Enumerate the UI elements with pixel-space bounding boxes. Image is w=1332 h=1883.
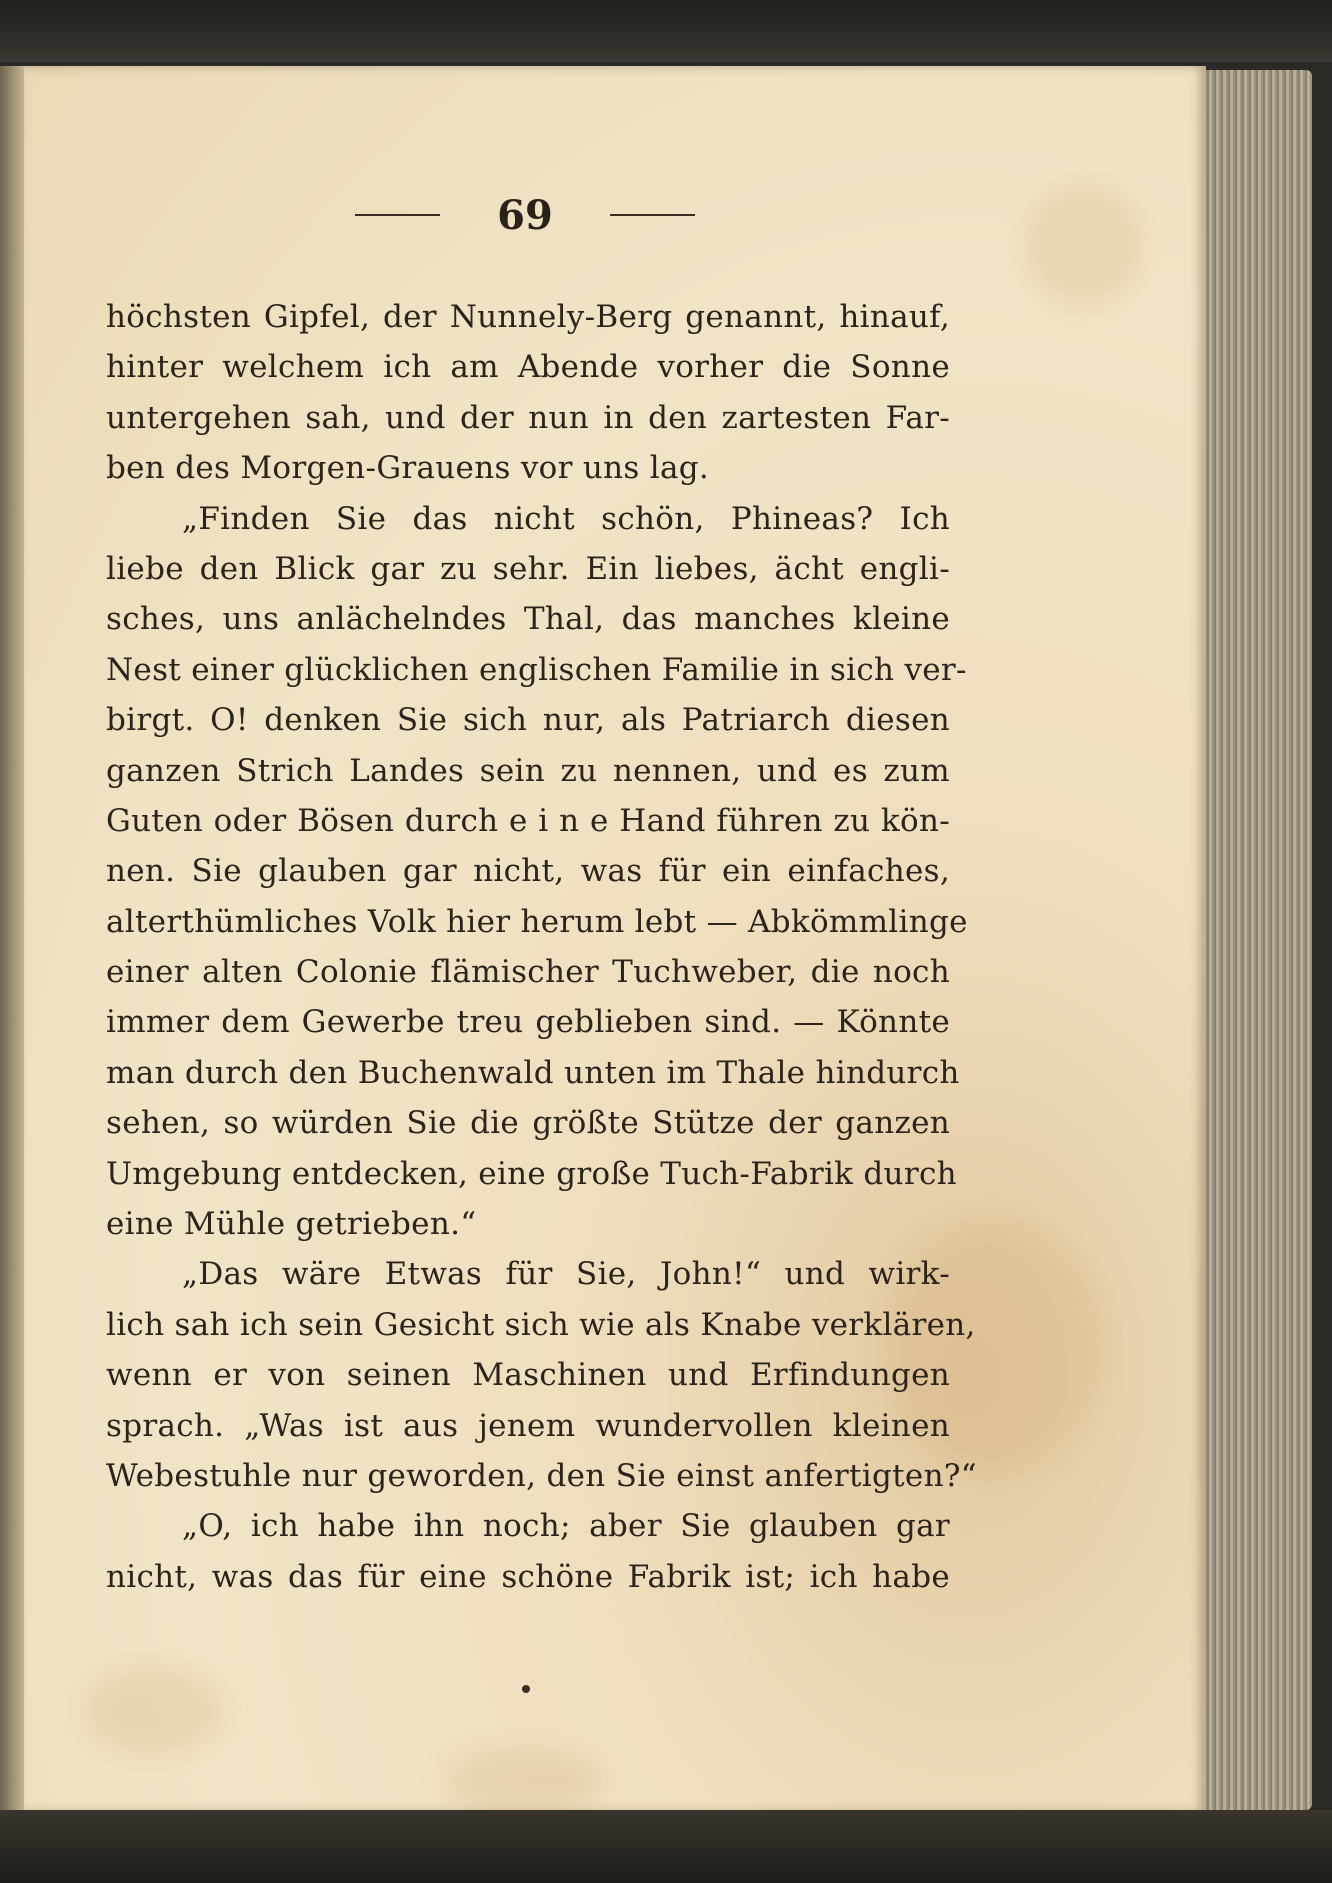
text-line: birgt. O! denken Sie sich nur, als Patriarch diesen: [106, 702, 950, 739]
text-line: untergehen sah, und der nun in den zartesten Far-: [106, 399, 950, 436]
text-line: nen. Sie glauben gar nicht, was für ein einfaches,: [106, 853, 950, 890]
text-line: ben des Morgen-Grauens vor uns lag.: [106, 450, 710, 487]
stain: [444, 1746, 604, 1816]
text-line: sprach. „Was ist aus jenem wundervollen kleinen: [106, 1407, 950, 1444]
text-line: man durch den Buchenwald unten im Thale hindurch: [106, 1054, 960, 1091]
ink-dot: [522, 1685, 530, 1693]
text-line: hinter welchem ich am Abende vorher die Sonne: [106, 349, 950, 386]
text-line: „Finden Sie das nicht schön, Phineas? Ich: [182, 500, 950, 537]
text-line: nicht, was das für eine schöne Fabrik ist; ich habe: [106, 1558, 950, 1595]
text-line: Nest einer glücklichen englischen Familie in sich ver-: [106, 651, 967, 688]
text-line: sches, uns anlächelndes Thal, das manches kleine: [106, 601, 950, 638]
text-line: Guten oder Bösen durch e i n e Hand führen zu kön-: [106, 802, 950, 839]
scan-background-bottom: [0, 1810, 1332, 1883]
page-header: [355, 190, 695, 240]
text-line: ganzen Strich Landes sein zu nennen, und es zum: [106, 752, 950, 789]
text-line: sehen, so würden Sie die größte Stütze der ganzen: [106, 1105, 950, 1142]
binding-edge: [0, 66, 26, 1810]
body-text: [106, 292, 977, 1602]
stain: [84, 1666, 224, 1756]
header-rule-left: [355, 214, 440, 216]
scan-background-top: [0, 0, 1332, 62]
text-line: wenn er von seinen Maschinen und Erfindungen: [106, 1357, 950, 1394]
header-rule-right: [610, 214, 695, 216]
text-line: „Das wäre Etwas für Sie, John!“ und wirk-: [182, 1256, 950, 1293]
text-line: lich sah ich sein Gesicht sich wie als Knabe verklären,: [106, 1306, 976, 1343]
page-edges: [1200, 70, 1312, 1810]
text-line: „O, ich habe ihn noch; aber Sie glauben gar: [182, 1508, 950, 1545]
text-line: eine Mühle getrieben.“: [106, 1206, 477, 1243]
text-line: immer dem Gewerbe treu geblieben sind. — Könnte: [106, 1004, 950, 1041]
text-line: alterthümliches Volk hier herum lebt — Abkömmlinge: [106, 903, 968, 940]
text-line: Webestuhle nur geworden, den Sie einst anfertigten?“: [106, 1457, 977, 1494]
text-line: Umgebung entdecken, eine große Tuch-Fabrik durch: [106, 1155, 957, 1192]
text-line: einer alten Colonie flämischer Tuchweber, die noch: [106, 954, 950, 991]
text-line: liebe den Blick gar zu sehr. Ein liebes, ächt engli-: [106, 550, 950, 587]
page-number: 69: [497, 191, 553, 239]
stain: [1024, 186, 1144, 306]
text-line: höchsten Gipfel, der Nunnely-Berg genannt, hinauf,: [106, 299, 950, 335]
